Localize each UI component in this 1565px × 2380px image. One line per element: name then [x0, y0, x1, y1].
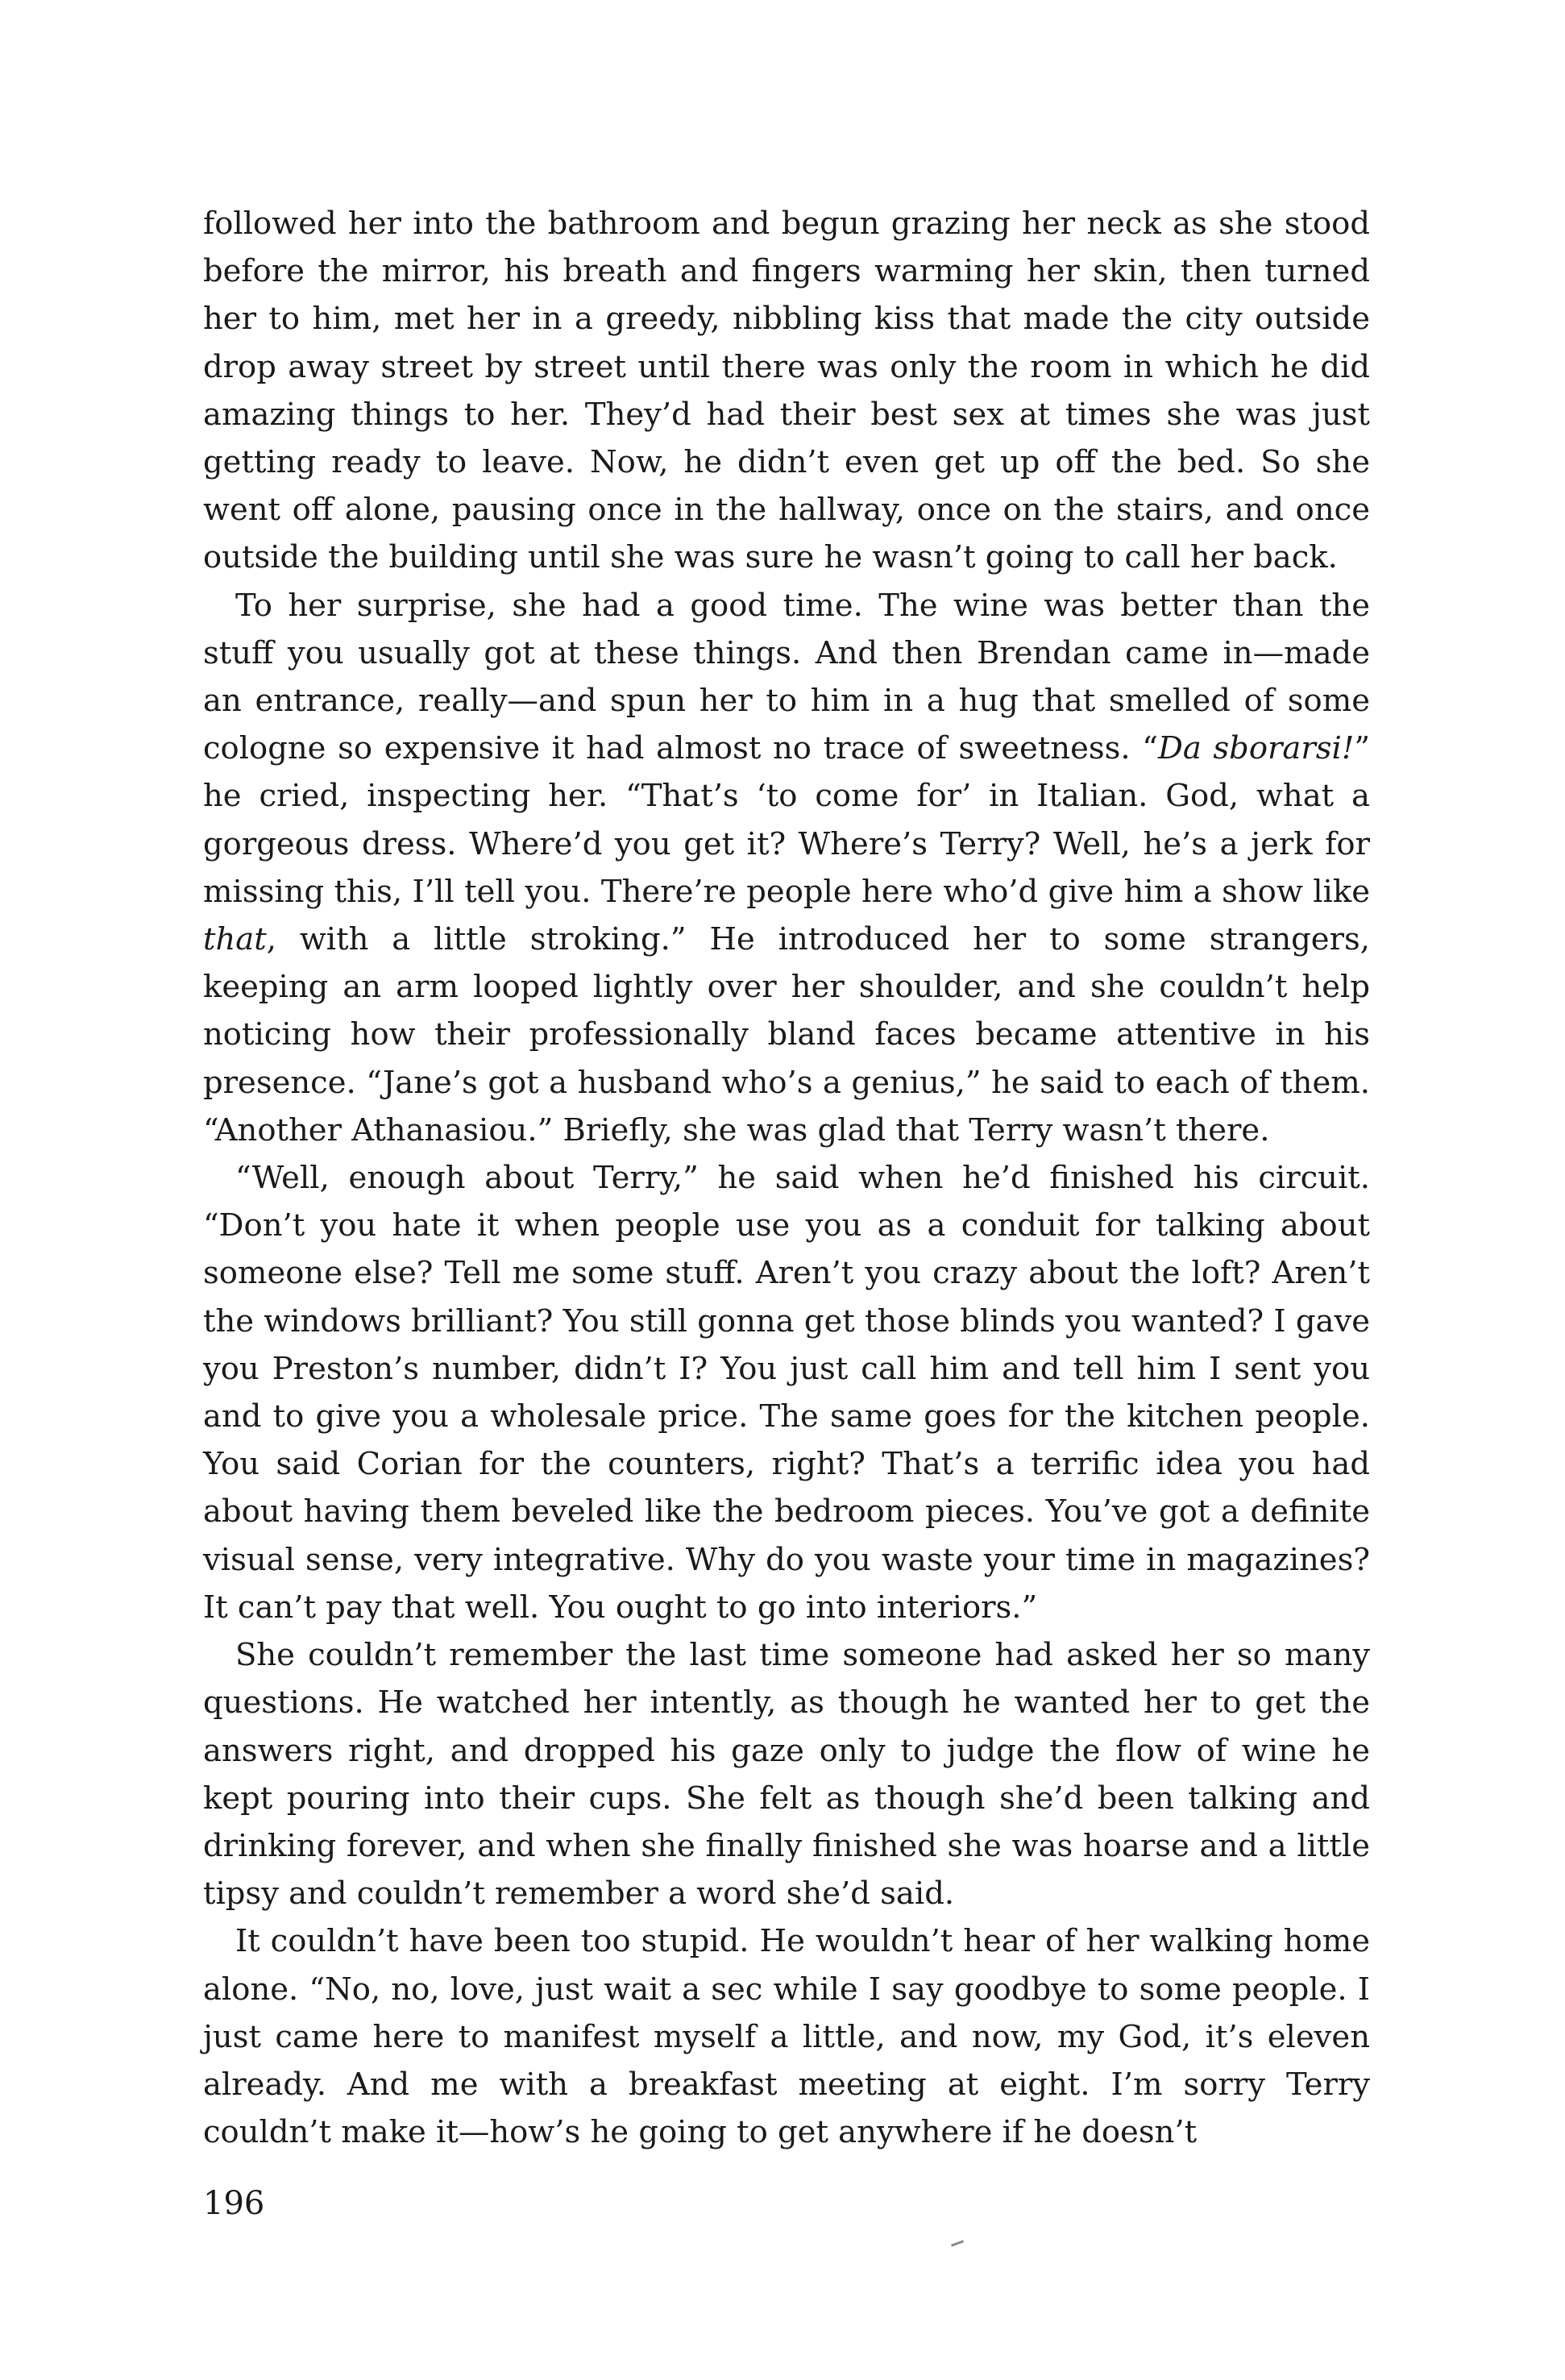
text-run: followed her into the bathroom and begun grazing her neck as she stood before the mirror, his breath and fingers warming her skin, then turned her to him, met her in a greedy, nibbling kiss that made the city outside drop away street by street until there was only the room in which he did amazing things to her. They’d had their best sex at times she was just getting ready to leave. Now, he didn’t even get up off the bed. So she went off alone, pausing once in the hallway, once on the stairs, and once outside the building until she was sure he wasn’t going to call her back.: [203, 206, 1370, 576]
paragraph: [203, 200, 1370, 582]
text-run: ” he cried, inspecting her. “That’s ‘to come for’ in Italian. God, what a gorgeous dress. Where’d you get it? Where’s Terry? Well, he’s a jerk for missing this, I’ll tell you. There’re people here who’d give him a show like: [203, 730, 1370, 910]
paragraph: [203, 1154, 1370, 1631]
text-run: “Well, enough about Terry,” he said when he’d finished his circuit. “Don’t you hate it when people use you as a conduit for talking about someone else? Tell me some stuff. Aren’t you crazy about the loft? Aren’t the windows brilliant? You still gonna get those blinds you wanted? I gave you Preston’s number, didn’t I? You just call him and tell him I sent you and to give you a wholesale price. The same goes for the kitchen people. You said Corian for the counters, right? That’s a terrific idea you had about having them beveled like the bedroom pieces. You’ve got a definite visual sense, very integrative. Why do you waste your time in magazines? It can’t pay that well. You ought to go into interiors.”: [203, 1160, 1370, 1626]
scan-speck: [951, 2240, 964, 2246]
italic-run: Da sborarsi!: [1157, 730, 1355, 767]
page-number: 196: [203, 2185, 265, 2222]
text-run: , with a little stroking.” He introduced her to some strangers, keeping an arm looped lightly over her shoulder, and she couldn’t help noticing how their professionally bland faces became attentive in his presence. “Jane’s got a husband who’s a genius,” he said to each of them. “Another Athanasiou.” Briefly, she was glad that Terry wasn’t there.: [203, 921, 1370, 1148]
paragraph: [203, 1631, 1370, 1917]
text-run: It couldn’t have been too stupid. He wouldn’t hear of her walking home alone. “No, no, love, just wait a sec while I say goodbye to some people. I just came here to manifest myself a little, and now, my God, it’s eleven already. And me with a breakfast meeting at eight. I’m sorry Terry couldn’t make it—how’s he going to get anywhere if he doesn’t: [203, 1923, 1370, 2151]
paragraph: [203, 1917, 1370, 2156]
page-body: [203, 200, 1370, 2156]
text-run: To her surprise, she had a good time. The wine was better than the stuff you usually got at these things. And then Brendan came in—made an entrance, really—and spun her to him in a hug that smelled of some cologne so expensive it had almost no trace of sweetness. “: [203, 587, 1370, 767]
paragraph: [203, 582, 1370, 1154]
text-run: She couldn’t remember the last time someone had asked her so many questions. He watched her intently, as though he wanted her to get the answers right, and dropped his gaze only to judge the flow of wine he kept pouring into their cups. She felt as though she’d been talking and drinking forever, and when she finally finished she was hoarse and a little tipsy and couldn’t remember a word she’d said.: [203, 1637, 1370, 1913]
italic-run: that: [203, 921, 267, 958]
